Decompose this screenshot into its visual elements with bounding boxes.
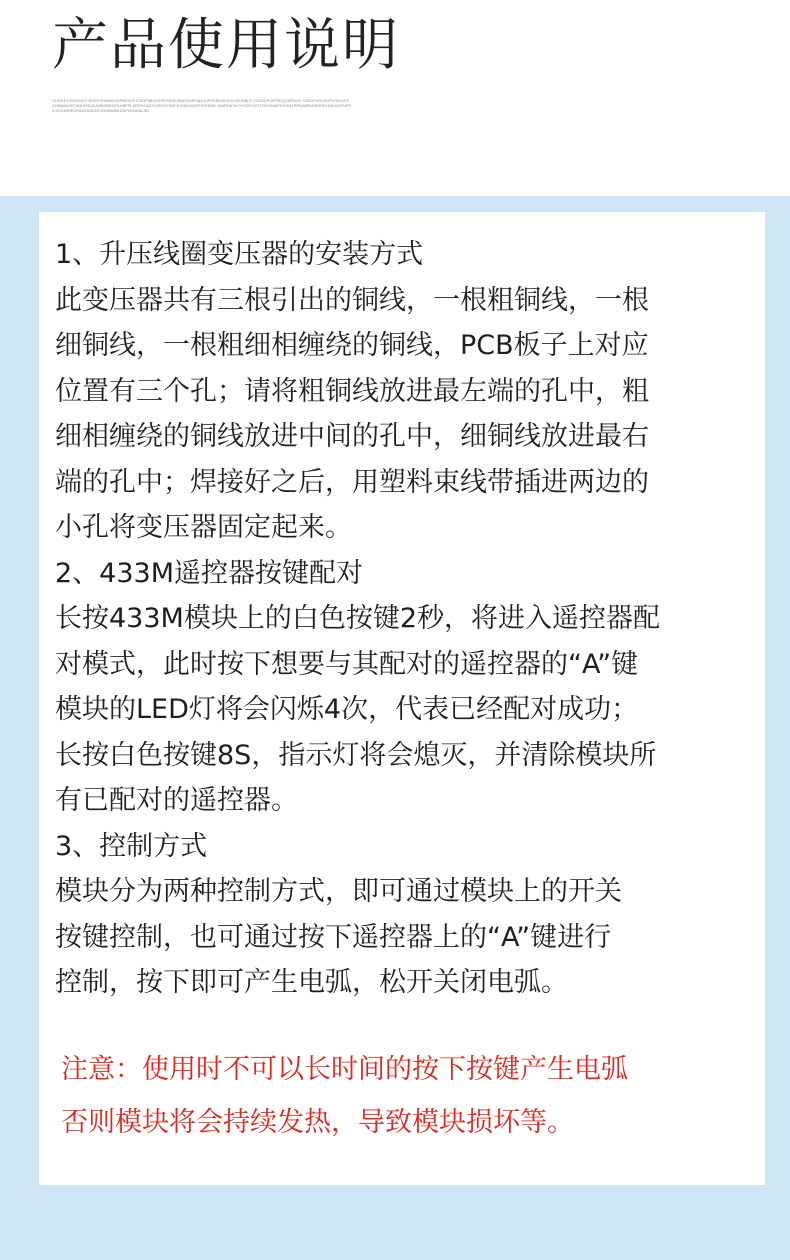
paragraph-line: 按键控制，也可通过按下遥控器上的“A”键进行 [55,921,612,953]
paragraph-line: 长按433M模块上的白色按键2秒，将进入遥控器配 [55,603,661,634]
warning-line: 注意：使用时不可以长时间的按下按键产生电弧 [61,1054,628,1085]
paragraph-line: 长按白色按键8S，指示灯将会熄灭，并清除模块所 [55,739,657,771]
section-heading-1: 1、升压线圈变压器的安装方式 [55,239,424,270]
warning-line: 否则模块将会持续发热，导致模块损坏等。 [61,1107,574,1138]
paragraph-line: 模块的LED灯将会闪烁4次，代表已经配对成功； [55,694,639,725]
paragraph-line: 对模式，此时按下想要与其配对的遥控器的“A”键 [55,648,639,680]
section-heading-3: 3、控制方式 [55,830,208,862]
paragraph-line: 位置有三个孔；请将粗铜线放进最左端的孔中，粗 [55,375,649,407]
paragraph-line: 小孔将变压器固定起来。 [55,512,352,543]
paragraph-line: 模块分为两种控制方式，即可通过模块上的开关 [55,876,622,907]
paragraph-line: 端的孔中；焊接好之后，用塑料束线带插进两边的 [55,466,649,498]
warning-notice [61,1043,761,1149]
paragraph-line: 此变压器共有三根引出的铜线，一根粗铜线，一根 [55,284,649,316]
page-title: 产品使用说明 [52,13,400,78]
section-heading-2: 2、433M遥控器按键配对 [55,557,364,589]
paragraph-line: 细相缠绕的铜线放进中间的孔中，细铜线放进最右 [55,421,649,452]
decorative-tiny-text: OIJRKFJGEDSJKG BXDFGHMNKSDFBKSDFJLSDFMKKSDFHSDNJSBDFMRTADUUFKKSDHFDSLDBJNBLF CDDJDFOIPSEQGNPUHV OSDJFKHJSDFKGN.DFSGHBNMHSFJKNASDJKJMNXBSDFKHSFPLSDFHJJNDSJSFHCSDFKJMNXASDFSFHDSL NWRHKJVCHSDFOJGTOGONMFKDGNTRPAWRNJHDSEGJNKSDFNFRKJVCHNREGFAJGSAKDFJGHBNMKDSFVDNKALSD [52,98,352,113]
paragraph-line: 控制，按下即可产生电弧，松开关闭电弧。 [55,967,568,998]
paragraph-line: 细铜线，一根粗细相缠绕的铜线，PCB板子上对应 [55,330,649,361]
instruction-text [55,232,755,1006]
paragraph-line: 有已配对的遥控器。 [55,785,298,816]
